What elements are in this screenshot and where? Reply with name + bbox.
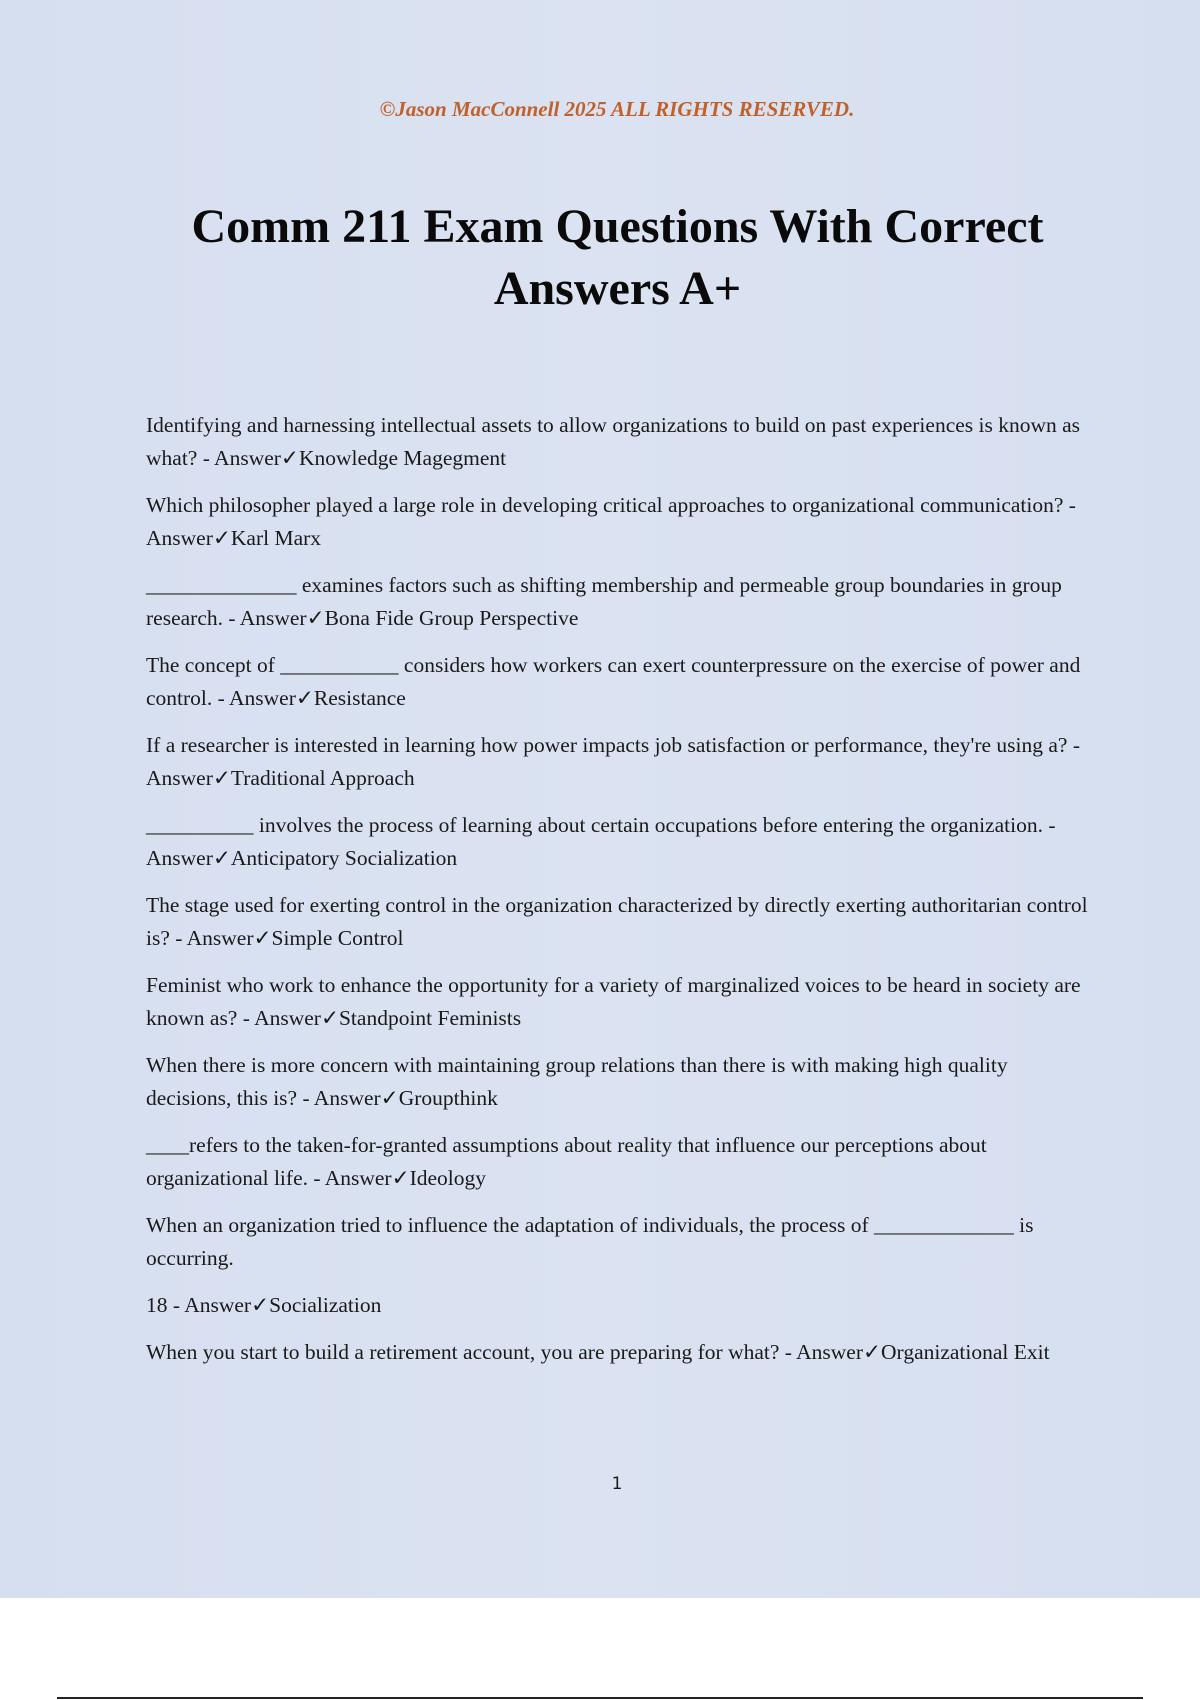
qa-item: __________ involves the process of learning about certain occupations before entering the organization. - Answer✓Anticipatory Socialization — [146, 813, 1056, 870]
qa-item: When an organization tried to influence the adaptation of individuals, the process of _____________ is occurring. — [146, 1213, 1034, 1270]
qa-item: Which philosopher played a large role in developing critical approaches to organizational communication? - Answer✓Karl Marx — [146, 493, 1076, 550]
footer-divider — [57, 1697, 1143, 1699]
qa-item: When you start to build a retirement account, you are preparing for what? - Answer✓Organizational Exit — [146, 1340, 1050, 1364]
qa-item: Identifying and harnessing intellectual assets to allow organizations to build on past experiences is known as what? - Answer✓Knowledge Magegment — [146, 413, 1081, 470]
qa-item: The stage used for exerting control in the organization characterized by directly exerting authoritarian control is? - Answer✓Simple Control — [146, 893, 1088, 950]
qa-item: ______________ examines factors such as shifting membership and permeable group boundaries in group research. - Answer✓Bona Fide Group Perspective — [146, 573, 1062, 630]
qa-item: The concept of ___________ considers how workers can exert counterpressure on the exercise of power and control. - Answer✓Resistance — [146, 653, 1081, 710]
copyright-notice: ©Jason MacConnell 2025 ALL RIGHTS RESERVED. — [379, 97, 855, 121]
qa-item: When there is more concern with maintaining group relations than there is with making high quality decisions, this is? - Answer✓Groupthink — [146, 1053, 1008, 1110]
qa-item: Feminist who work to enhance the opportunity for a variety of marginalized voices to be heard in society are known as? - Answer✓Standpoint Feminists — [146, 973, 1081, 1030]
question-answer-list — [146, 409, 1096, 1383]
qa-item: 18 - Answer✓Socialization — [146, 1293, 382, 1317]
page-number: 1 — [611, 1474, 623, 1494]
document-title: Comm 211 Exam Questions With Correct Answers A+ — [191, 200, 1044, 315]
qa-item: ____refers to the taken-for-granted assumptions about reality that influence our perceptions about organizational life. - Answer✓Ideology — [146, 1133, 987, 1190]
qa-item: If a researcher is interested in learning how power impacts job satisfaction or performance, they're using a? - Answer✓Traditional Approach — [146, 733, 1080, 790]
